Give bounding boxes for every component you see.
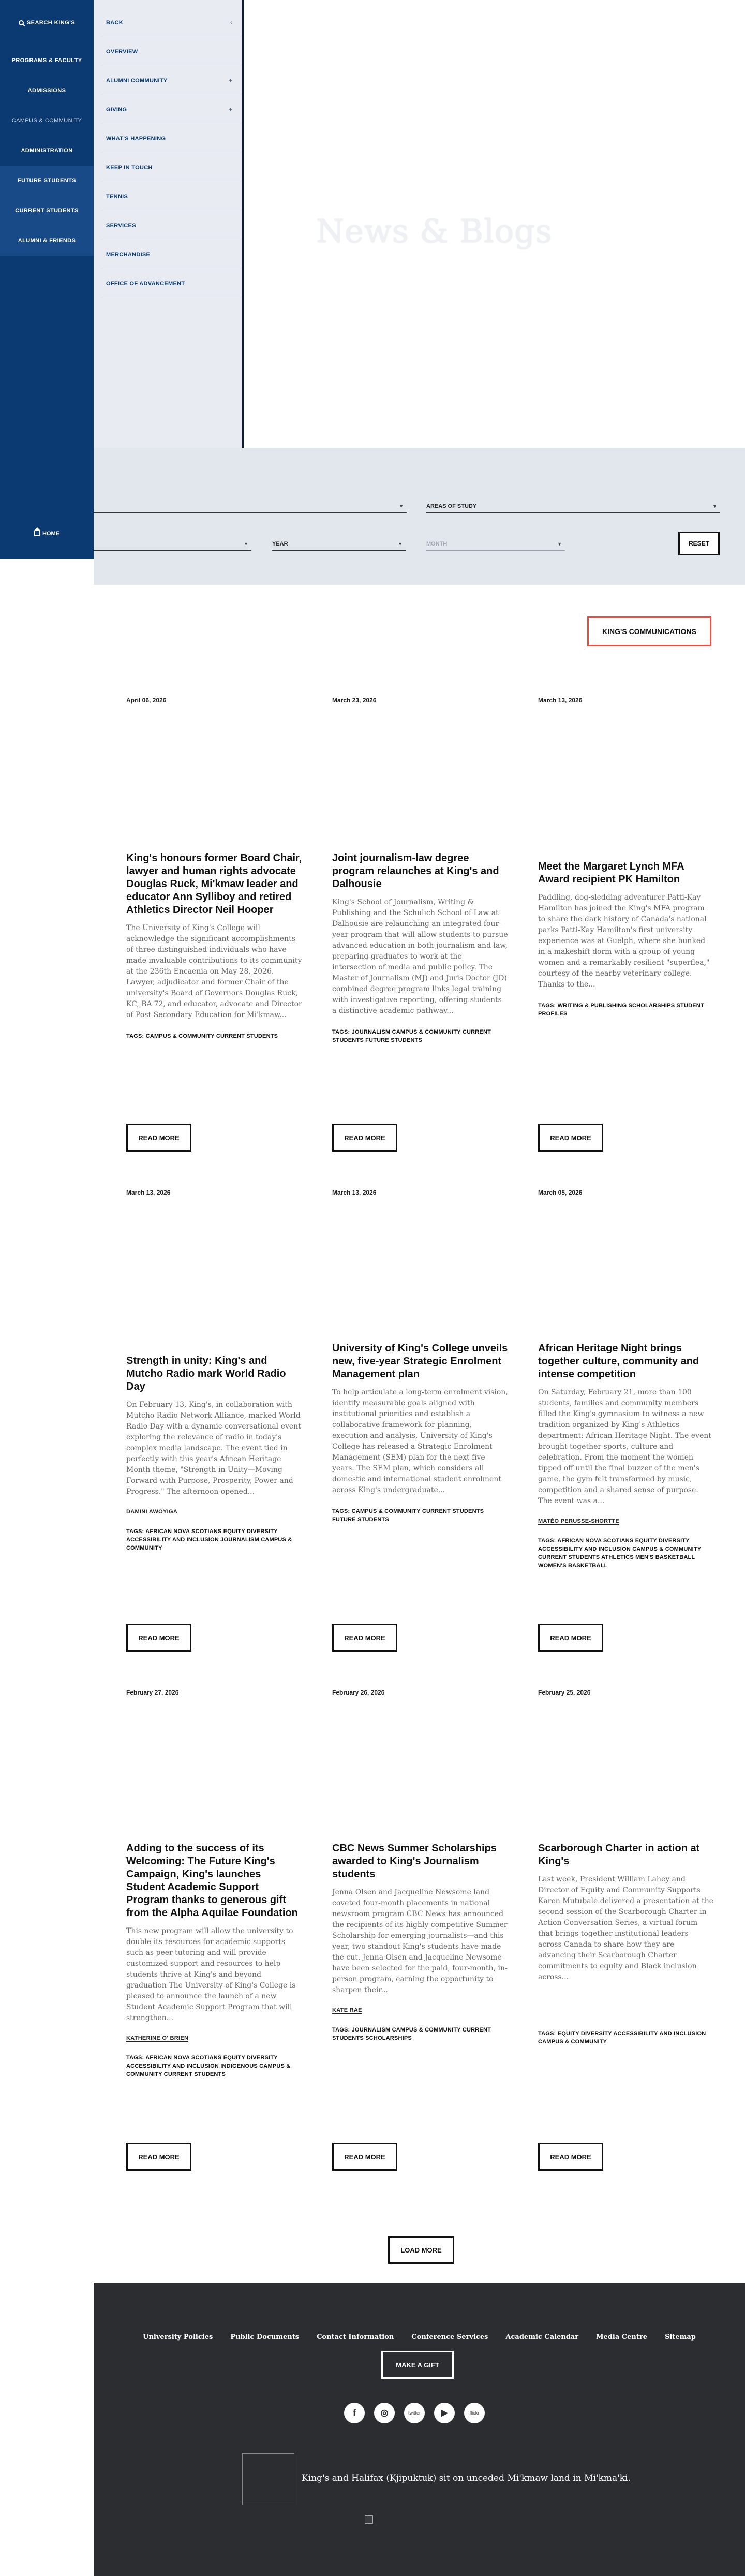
submenu-item-keep-in-touch[interactable]: KEEP IN TOUCH: [101, 153, 242, 182]
footer-link-policies[interactable]: University Policies: [143, 2333, 213, 2341]
read-more-button[interactable]: READ MORE: [538, 1124, 603, 1152]
footer-image-placeholder: [365, 2515, 373, 2524]
primary-nav-list: [0, 46, 94, 256]
card-tags[interactable]: TAGS: JOURNALISM CAMPUS & COMMUNITY CURRENT STUDENTS SCHOLARSHIPS: [332, 2027, 491, 2041]
youtube-icon[interactable]: ▶: [434, 2403, 455, 2423]
filter-bar: [94, 448, 745, 585]
card-body: [126, 1842, 302, 2079]
make-a-gift-button[interactable]: MAKE A GIFT: [381, 2351, 454, 2379]
flickr-icon[interactable]: flickr: [464, 2403, 485, 2423]
card-body: [126, 1355, 302, 1552]
footer-link-calendar[interactable]: Academic Calendar: [505, 2333, 579, 2341]
month-select[interactable]: MONTH ▼: [426, 537, 565, 551]
nav-item-current-students[interactable]: CURRENT STUDENTS: [0, 196, 94, 226]
card-excerpt: Last week, President William Lahey and Director of Equity and Community Supports Karen Mutubale delivered a presentation at the second session of the Scarborough Charter in Action Conversation Series, a virtual forum that brings together institutional leaders across Canada to share how they are advancing their Scarborough Charter commitments to equity and Black inclusion across...: [538, 1875, 714, 1981]
read-more-button[interactable]: READ MORE: [538, 2143, 603, 2171]
nav-item-programs[interactable]: PROGRAMS & FACULTY: [11, 57, 82, 64]
submenu-item-whats-happening[interactable]: WHAT'S HAPPENING: [101, 124, 242, 153]
site-footer: [94, 2283, 745, 2576]
reset-button[interactable]: RESET: [678, 532, 720, 555]
year-select[interactable]: YEAR ▼: [272, 537, 406, 551]
card-date: March 13, 2026: [126, 1189, 171, 1196]
card-author-link[interactable]: KATE RAE: [332, 2007, 362, 2013]
card-author-link[interactable]: DAMINI AWOYIGA: [126, 1509, 178, 1515]
submenu-item-services[interactable]: SERVICES: [101, 211, 242, 240]
card-date: February 25, 2026: [538, 1689, 591, 1696]
footer-link-public-documents[interactable]: Public Documents: [230, 2333, 300, 2341]
card-title[interactable]: African Heritage Night brings together culture, community and intense competition: [538, 1343, 699, 1380]
read-more-button[interactable]: READ MORE: [332, 1124, 397, 1152]
hero-banner: [244, 0, 745, 448]
card-excerpt: On Saturday, February 21, more than 100 students, families and community members filled the King's gymnasium to witness a new tradition organized by King's Athletics department: African Heritage Night. The event brought together sports, culture and celebration. From the moment the women tipped off until the final buzzer of the men's game, the gym felt transformed by music, competition and a shared sense of purpose. The event was a...: [538, 1388, 711, 1505]
card-tags[interactable]: TAGS: AFRICAN NOVA SCOTIANS EQUITY DIVERSITY ACCESSIBILITY AND INCLUSION CAMPUS & COMMUNITY CURRENT STUDENTS ATHLETICS MEN'S BASKETBALL WOMEN'S BASKETBALL: [538, 1538, 702, 1569]
card-author-link[interactable]: MATÉO PERUSSE-SHORTTE: [538, 1518, 620, 1524]
search-label: SEARCH KING'S: [26, 20, 76, 26]
chevron-left-icon: ‹: [230, 19, 232, 26]
read-more-button[interactable]: READ MORE: [126, 1124, 191, 1152]
submenu-item-alumni-community[interactable]: ALUMNI COMMUNITY +: [101, 66, 242, 95]
nav-item-campus[interactable]: CAMPUS & COMMUNITY: [11, 117, 82, 124]
card-date: March 13, 2026: [332, 1189, 377, 1196]
card-body: [538, 1342, 714, 1570]
page-title: News & Blogs: [316, 212, 553, 250]
card-date: February 27, 2026: [126, 1689, 179, 1696]
instagram-icon[interactable]: ◎: [374, 2403, 395, 2423]
home-label: HOME: [42, 531, 59, 537]
read-more-button[interactable]: READ MORE: [538, 1624, 603, 1652]
nav-item-future-students[interactable]: FUTURE STUDENTS: [0, 166, 94, 196]
footer-link-media[interactable]: Media Centre: [596, 2333, 647, 2341]
card-tags[interactable]: TAGS: CAMPUS & COMMUNITY CURRENT STUDENTS: [126, 1033, 278, 1039]
nav-item-administration[interactable]: ADMINISTRATION: [21, 148, 73, 154]
card-excerpt: Paddling, dog-sledding adventurer Patti-Kay Hamilton has joined the King's MFA program to share the dark history of Canada's national parks Patti-Kay Hamilton's first university experience was at Guelph, where she bunked in a makeshift dorm with a group of young women and a remarkably resilient "superflea," courtesy of the nearby veterinary college. Thanks to the...: [538, 893, 710, 989]
category-select[interactable]: [94, 499, 407, 513]
card-date: April 06, 2026: [126, 697, 167, 704]
submenu-item-back[interactable]: BACK ‹: [101, 8, 242, 37]
card-date: March 13, 2026: [538, 697, 583, 704]
card-title[interactable]: Scarborough Charter in action at King's: [538, 1843, 700, 1867]
submenu-item-giving[interactable]: GIVING +: [101, 95, 242, 124]
card-title[interactable]: Adding to the success of its Welcoming: The Future King's Campaign, King's launches Student Academic Support Program thanks to generous gift from the Alpha Aquilae Foundation: [126, 1843, 298, 1919]
card-body: [332, 1342, 508, 1524]
home-icon: [34, 531, 40, 536]
chevron-down-icon: ▼: [557, 541, 562, 547]
chevron-down-icon: ▼: [244, 541, 248, 547]
card-tags[interactable]: TAGS: EQUITY DIVERSITY ACCESSIBILITY AND INCLUSION CAMPUS & COMMUNITY: [538, 2030, 706, 2045]
card-excerpt: This new program will allow the university to double its resources for academic supports such as peer tutoring and will provide customized support and resources to help students thrive at King's and beyond graduation The University of King's College is pleased to announce the launch of a new Student Academic Support Program that will strengthen...: [126, 1927, 296, 2022]
chevron-down-icon: ▼: [399, 503, 404, 509]
primary-nav: [0, 0, 94, 559]
expand-icon: +: [229, 77, 232, 84]
card-excerpt: On February 13, King's, in collaboration with Mutcho Radio Network Alliance, marked World Radio Day with a dynamic conversational event exploring the relevance of radio in today's complex media landscape. The event tied in perfectly with this year's African Heritage Month theme, "Strength in Unity—Moving Forward with Purpose, Prosperity, Power and Progress." The afternoon opened...: [126, 1401, 301, 1496]
card-title[interactable]: CBC News Summer Scholarships awarded to King's Journalism students: [332, 1843, 497, 1880]
card-excerpt: King's School of Journalism, Writing & Publishing and the Schulich School of Law at Dalhousie are relaunching an integrated four-year program that will allow students to pursue advanced education in both journalism and law, preparing graduates to work at the intersection of media and public policy. The Master of Journalism (MJ) and Juris Doctor (JD) combined degree program links legal training with investigative reporting, offering students a distinctive academic pathway...: [332, 898, 508, 1015]
search-icon: [19, 20, 24, 25]
card-body: [332, 852, 508, 1044]
type-select[interactable]: [94, 537, 251, 551]
chevron-down-icon: ▼: [712, 503, 717, 509]
read-more-button[interactable]: READ MORE: [332, 2143, 397, 2171]
kings-logo-placeholder: [242, 2453, 294, 2505]
card-title[interactable]: Strength in unity: King's and Mutcho Radio mark World Radio Day: [126, 1355, 286, 1392]
submenu-item-tennis[interactable]: TENNIS: [101, 182, 242, 211]
expand-icon: +: [229, 106, 232, 113]
submenu-item-merchandise[interactable]: MERCHANDISE: [101, 240, 242, 269]
card-excerpt: Jenna Olsen and Jacqueline Newsome land coveted four-month placements in national newsroom program CBC News has announced the recipients of its highly competitive Summer Scholarship for emerging journalists—and this year, two standout King's students have made the cut. Jenna Olsen and Jacqueline Newsome have been selected for the paid, four-month, in-person program, earning the opportunity to sharpen their...: [332, 1888, 508, 1994]
land-acknowledgement: King's and Halifax (Kjipuktuk) sit on unceded Mi'kmaw land in Mi'kma'ki.: [302, 2473, 631, 2483]
card-body: [126, 852, 302, 1040]
submenu-item-advancement[interactable]: OFFICE OF ADVANCEMENT: [101, 269, 242, 298]
card-tags[interactable]: TAGS: AFRICAN NOVA SCOTIANS EQUITY DIVERSITY ACCESSIBILITY AND INCLUSION JOURNALISM CAMPUS & COMMUNITY: [126, 1528, 292, 1551]
footer-links: [94, 2333, 745, 2341]
card-excerpt: To help articulate a long-term enrolment vision, identify measurable goals aligned with institutional priorities and establish a collaborative framework for planning, execution and analysis, University of King's College has released a Strategic Enrolment Management (SEM) plan for the next five years. The SEM plan, which considers all domestic and international student enrolment across King's undergraduate...: [332, 1388, 508, 1494]
card-title[interactable]: University of King's College unveils new, five-year Strategic Enrolment Management plan: [332, 1343, 508, 1380]
read-more-button[interactable]: READ MORE: [126, 2143, 191, 2171]
card-title[interactable]: Meet the Margaret Lynch MFA Award recipient PK Hamilton: [538, 861, 684, 885]
card-tags[interactable]: TAGS: WRITING & PUBLISHING SCHOLARSHIPS STUDENT PROFILES: [538, 1003, 704, 1017]
search-button[interactable]: [0, 0, 94, 46]
nav-item-alumni[interactable]: ALUMNI & FRIENDS: [0, 226, 94, 256]
card-tags[interactable]: TAGS: AFRICAN NOVA SCOTIANS EQUITY DIVERSITY ACCESSIBILITY AND INCLUSION INDIGENOUS CAMPUS & COMMUNITY CURRENT STUDENTS: [126, 2055, 291, 2078]
footer-link-conference[interactable]: Conference Services: [411, 2333, 488, 2341]
card-excerpt: The University of King's College will acknowledge the significant accomplishments of three distinguished individuals who have made invaluable contributions to its community at the 236th Encaenia on May 28, 2026. Lawyer, adjudicator and former Chair of the university's Board of Governors Douglas Ruck, KC, BA'72, and educator, advocate and Director of Post Secondary Education for Mi'kmaw...: [126, 924, 302, 1019]
areas-of-study-select[interactable]: AREAS OF STUDY ▼: [426, 499, 720, 513]
social-links: [344, 2403, 485, 2423]
footer-link-contact[interactable]: Contact Information: [317, 2333, 394, 2341]
card-date: February 26, 2026: [332, 1689, 385, 1696]
nav-item-admissions[interactable]: ADMISSIONS: [27, 87, 66, 94]
card-body: [332, 1842, 508, 2042]
card-title[interactable]: Joint journalism-law degree program relaunches at King's and Dalhousie: [332, 852, 499, 890]
read-more-button[interactable]: READ MORE: [332, 1624, 397, 1652]
card-tags[interactable]: TAGS: CAMPUS & COMMUNITY CURRENT STUDENTS FUTURE STUDENTS: [332, 1508, 484, 1523]
card-title[interactable]: King's honours former Board Chair, lawyer and human rights advocate Douglas Ruck, Mi'kmaw leader and educator Ann Sylliboy and retired Athletics Director Neil Hooper: [126, 852, 302, 916]
home-link[interactable]: [0, 531, 94, 537]
twitter-icon[interactable]: twitter: [404, 2403, 425, 2423]
card-body: [538, 1842, 714, 2046]
facebook-icon[interactable]: f: [344, 2403, 365, 2423]
submenu-item-overview[interactable]: OVERVIEW: [101, 37, 242, 66]
card-date: March 23, 2026: [332, 697, 377, 704]
footer-link-sitemap[interactable]: Sitemap: [664, 2333, 696, 2341]
load-more-button[interactable]: LOAD MORE: [388, 2236, 454, 2264]
card-date: March 05, 2026: [538, 1189, 583, 1196]
read-more-button[interactable]: READ MORE: [126, 1624, 191, 1652]
chevron-down-icon: ▼: [398, 541, 403, 547]
kings-communications-button[interactable]: KING'S COMMUNICATIONS: [587, 616, 711, 646]
card-author-link[interactable]: KATHERINE O' BRIEN: [126, 2035, 189, 2041]
card-body: [538, 860, 714, 1018]
card-tags[interactable]: TAGS: JOURNALISM CAMPUS & COMMUNITY CURRENT STUDENTS FUTURE STUDENTS: [332, 1029, 491, 1043]
